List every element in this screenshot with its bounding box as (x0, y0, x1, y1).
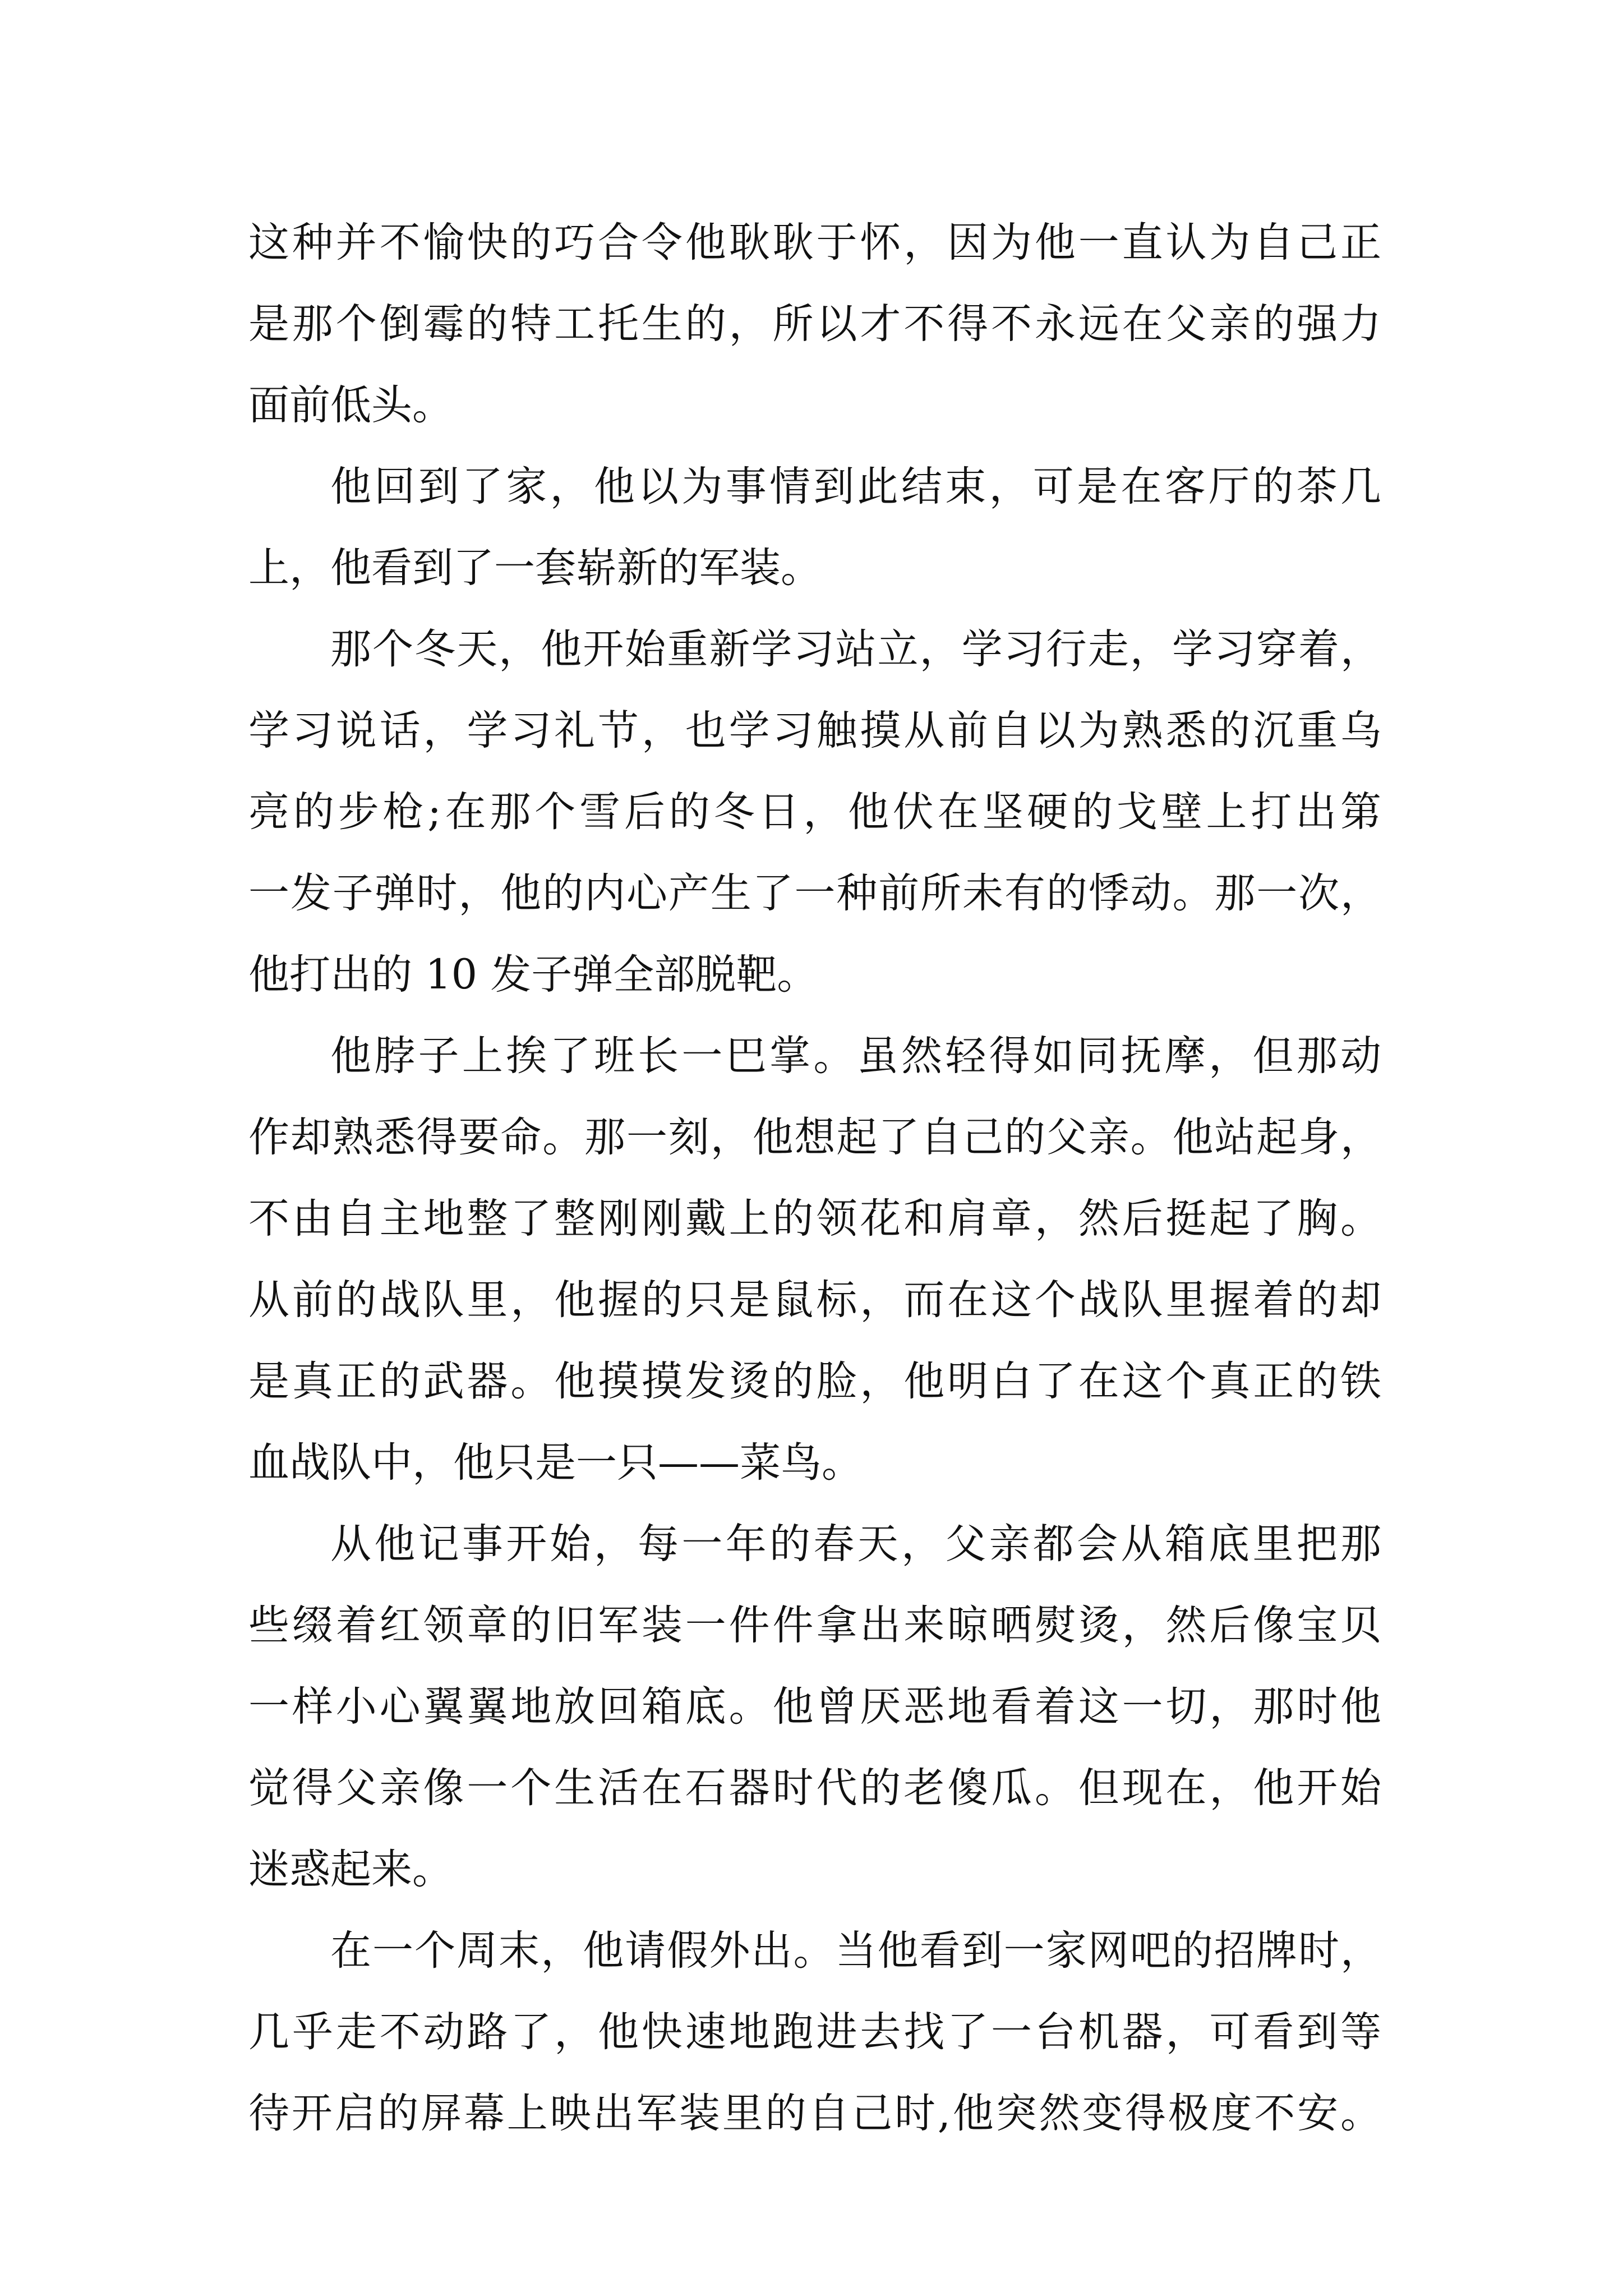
paragraph (248, 446, 1381, 609)
text-line: 亮的步枪;在那个雪后的冬日，他伏在坚硬的戈壁上打出第 (248, 788, 1381, 836)
text-line: 是真正的武器。他摸摸发烫的脸，他明白了在这个真正的铁 (248, 1358, 1381, 1405)
text-line: 从他记事开始，每一年的春天，父亲都会从箱底里把那 (330, 1520, 1381, 1568)
text-line: 不由自主地整了整刚刚戴上的领花和肩章，然后挺起了胸。 (248, 1195, 1381, 1243)
paragraph (248, 609, 1381, 1015)
text-line: 迷惑起来。 (248, 1846, 453, 1893)
text-line: 血战队中，他只是一只——菜鸟。 (248, 1439, 863, 1487)
text-line: 学习说话，学习礼节，也学习触摸从前自以为熟悉的沉重乌 (248, 707, 1381, 754)
paragraph (248, 202, 1381, 446)
text-line: 这种并不愉快的巧合令他耿耿于怀，因为他一直认为自己正 (248, 219, 1381, 266)
text-line: 上，他看到了一套崭新的军装。 (248, 544, 822, 592)
text-line: 觉得父亲像一个生活在石器时代的老傻瓜。但现在，他开始 (248, 1764, 1381, 1812)
text-line: 一发子弹时，他的内心产生了一种前所未有的悸动。那一次， (248, 869, 1381, 917)
paragraph (248, 1910, 1381, 2154)
text-line: 作却熟悉得要命。那一刻，他想起了自己的父亲。他站起身， (248, 1114, 1381, 1161)
text-line: 那个冬天，他开始重新学习站立，学习行走，学习穿着， (330, 625, 1381, 673)
text-line: 他脖子上挨了班长一巴掌。虽然轻得如同抚摩，但那动 (330, 1032, 1381, 1080)
text-line: 待开启的屏幕上映出军装里的自己时,他突然变得极度不安。 (248, 2090, 1381, 2137)
text-line: 几乎走不动路了，他快速地跑进去找了一台机器，可看到等 (248, 2008, 1381, 2056)
text-line: 在一个周末，他请假外出。当他看到一家网吧的招牌时， (330, 1927, 1381, 1975)
body-text (248, 202, 1381, 2154)
text-line: 从前的战队里，他握的只是鼠标，而在这个战队里握着的却 (248, 1276, 1381, 1324)
text-line: 面前低头。 (248, 381, 453, 429)
paragraph (248, 1015, 1381, 1503)
text-line: 他打出的 10 发子弹全部脱靶。 (248, 951, 818, 999)
text-line: 是那个倒霉的特工托生的，所以才不得不永远在父亲的强力 (248, 300, 1381, 348)
paragraph (248, 1503, 1381, 1910)
text-line: 一样小心翼翼地放回箱底。他曾厌恶地看着这一切，那时他 (248, 1683, 1381, 1731)
text-line: 些缀着红领章的旧军装一件件拿出来晾晒熨烫，然后像宝贝 (248, 1602, 1381, 1649)
text-line: 他回到了家，他以为事情到此结束，可是在客厅的茶几 (330, 463, 1381, 510)
